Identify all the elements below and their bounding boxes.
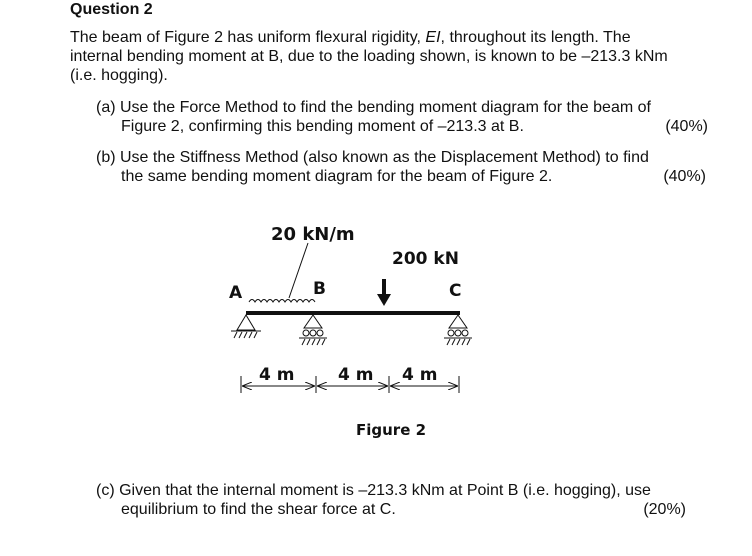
span-b-load-label: 4 m	[338, 365, 374, 385]
node-b-label: B	[313, 279, 326, 299]
udl-wave	[249, 300, 315, 303]
udl-label: 20 kN/m	[271, 224, 355, 245]
support-c-roller	[444, 315, 472, 345]
part-a-line2: Figure 2, confirming this bending moment of –213.3 at B.	[121, 118, 524, 135]
support-a-pin	[231, 315, 261, 338]
part-c-line2: equilibrium to find the shear force at C.	[121, 501, 396, 518]
node-c-label: C	[449, 281, 462, 301]
point-load-label: 200 kN	[392, 249, 459, 269]
part-c-line1: (c) Given that the internal moment is –213.3 kNm at Point B (i.e. hogging), use	[96, 482, 651, 499]
part-a-line1: (a) Use the Force Method to find the bending moment diagram for the beam of	[96, 99, 651, 116]
question-title: Question 2	[70, 1, 153, 18]
node-a-label: A	[229, 283, 243, 303]
udl-leader-line	[289, 243, 308, 298]
part-a-marks: (40%)	[665, 118, 708, 135]
part-b-marks: (40%)	[663, 168, 706, 185]
point-load-arrow	[377, 279, 391, 306]
intro-line3: (i.e. hogging).	[70, 67, 168, 84]
intro-line1: The beam of Figure 2 has uniform flexural rigidity, EI, throughout its length. The	[70, 29, 631, 46]
part-c-marks: (20%)	[643, 501, 686, 518]
support-b-roller	[299, 315, 327, 345]
intro-line2: internal bending moment at B, due to the loading shown, is known to be –213.3 kNm	[70, 48, 668, 65]
part-c	[96, 481, 651, 519]
span-load-c-label: 4 m	[402, 365, 438, 385]
figure-caption: Figure 2	[356, 421, 427, 439]
part-b-line2: the same bending moment diagram for the beam of Figure 2.	[121, 168, 553, 185]
span-ab-label: 4 m	[259, 365, 295, 385]
part-b-line1: (b) Use the Stiffness Method (also known as the Displacement Method) to find	[96, 149, 649, 166]
